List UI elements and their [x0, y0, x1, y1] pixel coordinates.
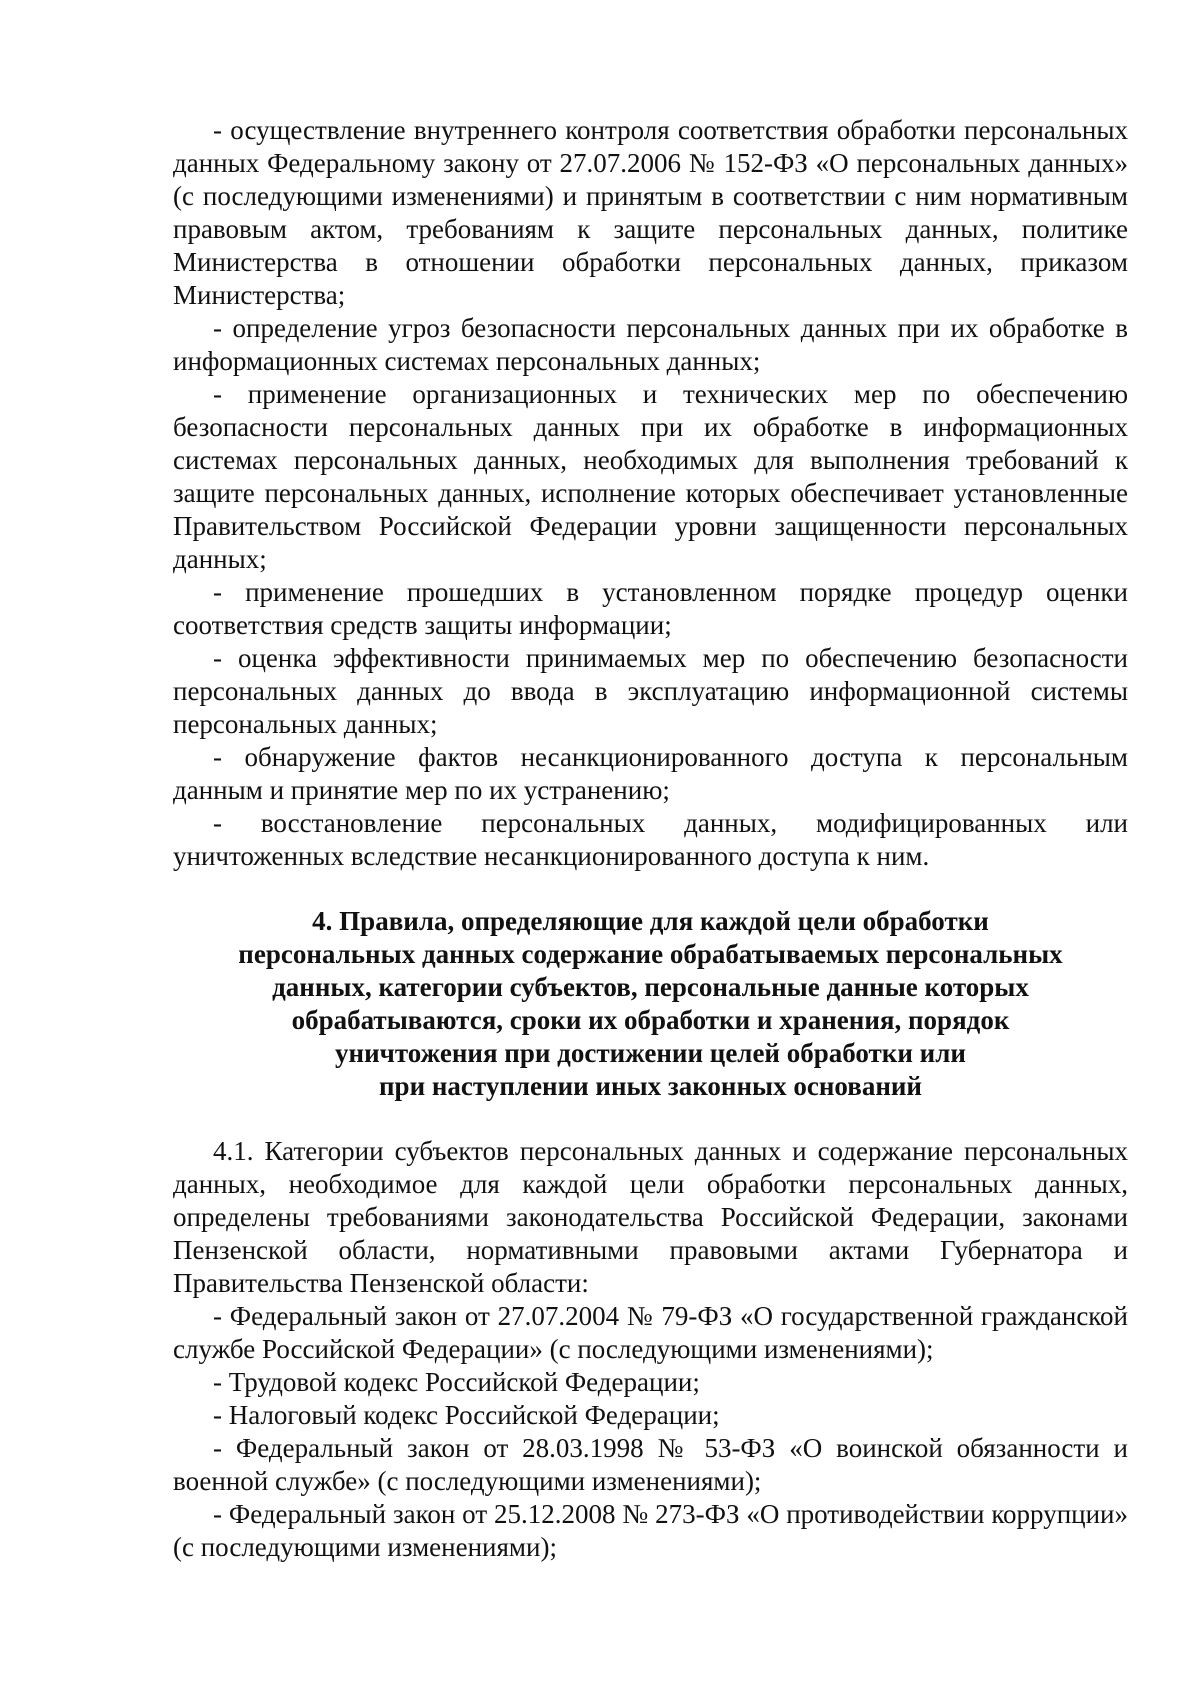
list-item: - применение организационных и технических мер по обеспечению безопасности персональных данных при их обработке в информационных системах персональных данных, необходимых для выполнения требований к защите персональных данных, исполнение которых обеспечивает установленные Правительством Российской Федерации уровни защищенности персональных данных; — [173, 379, 1128, 574]
list-item: - осуществление внутреннего контроля соответствия обработки персональных данных Федеральному закону от 27.07.2006 № 152-ФЗ «О персональных данных» (с последующими изменениями) и принятым в соответствии с ним нормативным правовым актом, требованиям к защите персональных данных, политике Министерства в отношении обработки персональных данных, приказом Министерства; — [173, 115, 1128, 310]
spacer — [173, 1103, 1128, 1135]
list-item: - Федеральный закон от 28.03.1998 № 53-ФЗ «О воинской обязанности и военной службе» (с последующими изменениями); — [173, 1433, 1128, 1496]
list-item: - оценка эффективности принимаемых мер по обеспечению безопасности персональных данных до ввода в эксплуатацию информационной системы персональных данных; — [173, 643, 1128, 739]
heading-line: персональных данных содержание обрабатываемых персональных — [238, 939, 1063, 969]
intro-paragraph: 4.1. Категории субъектов персональных данных и содержание персональных данных, необходимое для каждой цели обработки персональных данных, определены требованиями законодательства Российской Федерации, законами Пензенской области, нормативными правовыми актами Губернатора и Правительства Пензенской области: — [173, 1136, 1128, 1298]
list-item: - Федеральный закон от 25.12.2008 № 273-ФЗ «О противодействии коррупции» (с последующими изменениями); — [173, 1499, 1128, 1562]
list-item: - определение угроз безопасности персональных данных при их обработке в информационных системах персональных данных; — [173, 313, 1128, 376]
heading-line: данных, категории субъектов, персональные данные которых — [272, 972, 1029, 1002]
heading-line: при наступлении иных законных оснований — [379, 1071, 922, 1101]
heading-line: 4. Правила, определяющие для каждой цели обработки — [312, 906, 989, 936]
list-item: - восстановление персональных данных, модифицированных или уничтоженных вследствие несанкционированного доступа к ним. — [173, 808, 1128, 871]
heading-line: уничтожения при достижении целей обработки или — [335, 1038, 966, 1068]
list-item: - обнаружение фактов несанкционированного доступа к персональным данным и принятие мер по их устранению; — [173, 742, 1128, 805]
section-heading — [173, 905, 1128, 1103]
list-item: - применение прошедших в установленном порядке процедур оценки соответствия средств защиты информации; — [173, 577, 1128, 640]
list-item: - Трудовой кодекс Российской Федерации; — [213, 1367, 700, 1397]
list-item: - Налоговый кодекс Российской Федерации; — [213, 1400, 720, 1430]
heading-line: обрабатываются, сроки их обработки и хранения, порядок — [291, 1005, 1010, 1035]
list-item: - Федеральный закон от 27.07.2004 № 79-ФЗ «О государственной гражданской службе Российской Федерации» (с последующими изменениями); — [173, 1301, 1128, 1364]
document-page — [173, 114, 1128, 1564]
